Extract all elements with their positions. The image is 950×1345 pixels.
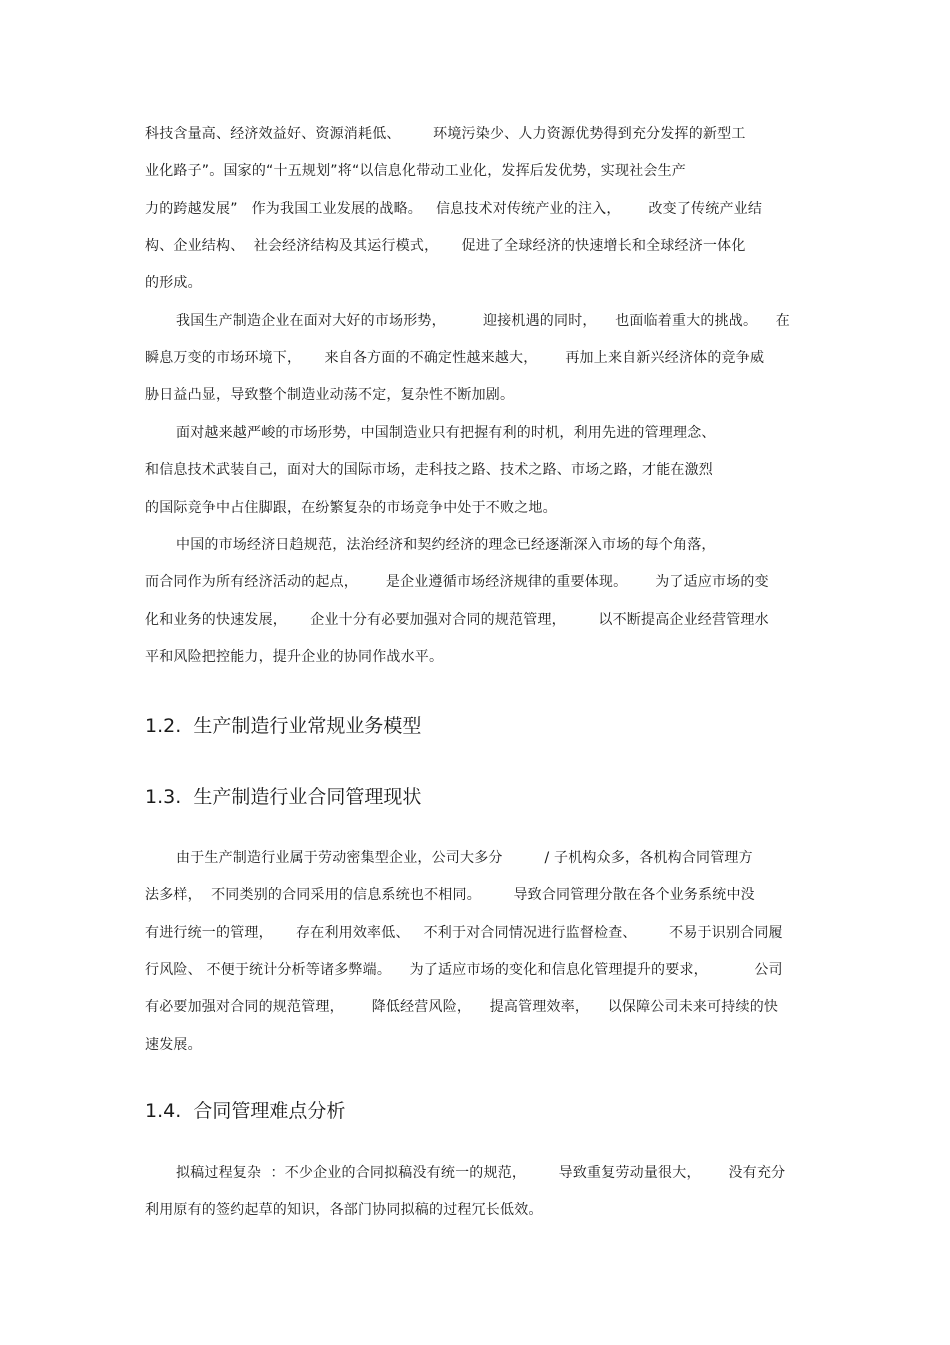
section-1-3-line: 速发展。 xyxy=(145,1037,202,1053)
para4-line: 化和业务的快速发展， 企业十分有必要加强对合同的规范管理， 以不断提高企业经营管理水 xyxy=(145,612,769,628)
para2-line: 胁日益凸显，导致整个制造业动荡不定，复杂性不断加剧。 xyxy=(145,387,515,403)
section-1-4-line: 拟稿过程复杂 ：不少企业的合同拟稿没有统一的规范， 导致重复劳动量很大， 没有充分 xyxy=(176,1165,786,1181)
para4-line: 而合同作为所有经济活动的起点， 是企业遵循市场经济规律的重要体现。 为了适应市场的变 xyxy=(145,574,769,590)
para2-line: 我国生产制造企业在面对大好的市场形势， 迎接机遇的同时， 也面临着重大的挑战。 在 xyxy=(176,313,791,329)
section-heading-1-3: 1.3. 生产制造行业合同管理现状 xyxy=(145,786,422,808)
intro-line: 力的跨越发展” 作为我国工业发展的战略。 信息技术对传统产业的注入， 改变了传统产业结 xyxy=(145,201,763,217)
para2-line: 瞬息万变的市场环境下， 来自各方面的不确定性越来越大， 再加上来自新兴经济体的竞争威 xyxy=(145,350,765,366)
para3-line: 面对越来越严峻的市场形势，中国制造业只有把握有利的时机，利用先进的管理理念、 xyxy=(176,425,716,441)
section-1-3-line: 行风险、 不便于统计分析等诸多弊端。 为了适应市场的变化和信息化管理提升的要求， 公司 xyxy=(145,962,783,978)
intro-line: 科技含量高、经济效益好、资源消耗低、 环境污染少、人力资源优势得到充分发挥的新型工 xyxy=(145,126,746,142)
section-1-3-line: 有必要加强对合同的规范管理， 降低经营风险， 提高管理效率， 以保障公司未来可持续的快 xyxy=(145,999,779,1015)
intro-line: 的形成。 xyxy=(145,275,202,291)
section-heading-1-4: 1.4. 合同管理难点分析 xyxy=(145,1100,346,1122)
para3-line: 和信息技术武装自己，面对大的国际市场，走科技之路、技术之路、市场之路，才能在激烈 xyxy=(145,462,713,478)
section-1-4-line: 利用原有的签约起草的知识，各部门协同拟稿的过程冗长低效。 xyxy=(145,1202,543,1218)
section-1-3-line: 法多样， 不同类别的合同采用的信息系统也不相同。 导致合同管理分散在各个业务系统中没 xyxy=(145,887,755,903)
intro-line: 业化路子”。国家的“十五规划”将“以信息化带动工业化，发挥后发优势，实现社会生产 xyxy=(145,163,687,179)
para4-line: 平和风险把控能力，提升企业的协同作战水平。 xyxy=(145,649,444,665)
section-1-3-line: 由于生产制造行业属于劳动密集型企业，公司大多分 / 子机构众多，各机构合同管理方 xyxy=(176,850,753,866)
section-1-3-line: 有进行统一的管理， 存在利用效率低、 不利于对合同情况进行监督检查、 不易于识别合同履 xyxy=(145,925,783,941)
para3-line: 的国际竞争中占住脚跟，在纷繁复杂的市场竞争中处于不败之地。 xyxy=(145,500,557,516)
intro-line: 构、企业结构、 社会经济结构及其运行模式， 促进了全球经济的快速增长和全球经济一体化 xyxy=(145,238,746,254)
section-heading-1-2: 1.2. 生产制造行业常规业务模型 xyxy=(145,715,422,737)
para4-line: 中国的市场经济日趋规范，法治经济和契约经济的理念已经逐渐深入市场的每个角落， xyxy=(176,537,716,553)
